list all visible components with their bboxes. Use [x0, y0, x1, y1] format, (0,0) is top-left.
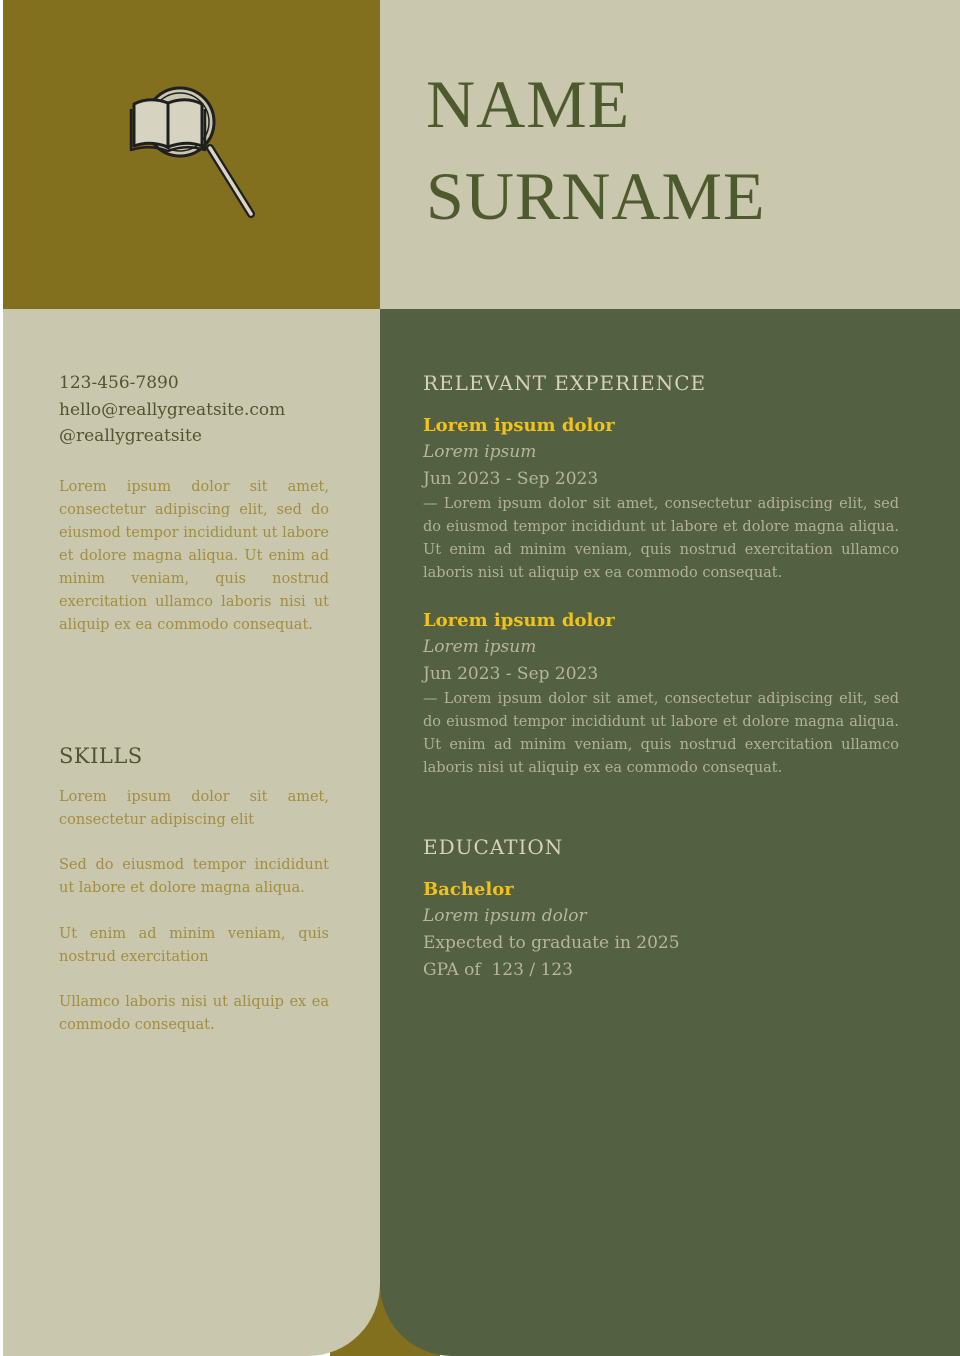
profile-summary: Lorem ipsum dolor sit amet, consectetur adipiscing elit, sed do eiusmod tempor incididunt ut labore et dolore magna aliqua. Ut enim ad minim veniam, quis nostrud exercitation ullamco laboris nisi ut aliquip ex ea commodo consequat.	[59, 479, 329, 633]
skill-item: Lorem ipsum dolor sit amet, consectetur adipiscing elit	[59, 789, 329, 828]
skill-item: Ut enim ad minim veniam, quis nostrud exercitation	[59, 926, 329, 965]
company-name: Lorem ipsum	[423, 637, 537, 657]
phone-number: 123-456-7890	[59, 373, 179, 393]
job-dates: Jun 2023 - Sep 2023	[423, 469, 599, 489]
first-name: NAME	[426, 66, 631, 142]
skill-item: Sed do eiusmod tempor incididunt ut labore et dolore magna aliqua.	[59, 857, 329, 896]
job-description: — Lorem ipsum dolor sit amet, consectetur adipiscing elit, sed do eiusmod tempor incididunt ut labore et dolore magna aliqua. Ut enim ad minim veniam, quis nostrud exercitation ullamco laboris nisi ut aliquip ex ea commodo consequat.	[423, 691, 899, 776]
experience-entry	[423, 608, 899, 780]
sidebar-panel	[3, 309, 380, 1356]
degree: Bachelor	[423, 879, 514, 900]
school-name: Lorem ipsum dolor	[423, 906, 587, 926]
skill-item: Ullamco laboris nisi ut aliquip ex ea commodo consequat.	[59, 994, 329, 1033]
job-title: Lorem ipsum dolor	[423, 610, 615, 631]
skills-heading: SKILLS	[59, 744, 143, 768]
social-handle: @reallygreatsite	[59, 426, 202, 446]
experience-heading: RELEVANT EXPERIENCE	[423, 371, 707, 395]
contact-info	[59, 370, 285, 450]
education-entry	[423, 877, 899, 984]
experience-entry	[423, 413, 899, 585]
education-heading: EDUCATION	[423, 835, 564, 859]
job-description: — Lorem ipsum dolor sit amet, consectetur adipiscing elit, sed do eiusmod tempor incididunt ut labore et dolore magna aliqua. Ut enim ad minim veniam, quis nostrud exercitation ullamco laboris nisi ut aliquip ex ea commodo consequat.	[423, 496, 899, 581]
job-title: Lorem ipsum dolor	[423, 415, 615, 436]
gpa: GPA of 123 / 123	[423, 960, 573, 980]
book-magnifier-icon	[124, 84, 258, 220]
job-dates: Jun 2023 - Sep 2023	[423, 664, 599, 684]
email-address: hello@reallygreatsite.com	[59, 399, 286, 420]
graduation-date: Expected to graduate in 2025	[423, 933, 680, 953]
full-name	[426, 58, 766, 242]
last-name: SURNAME	[426, 158, 766, 234]
company-name: Lorem ipsum	[423, 442, 537, 462]
